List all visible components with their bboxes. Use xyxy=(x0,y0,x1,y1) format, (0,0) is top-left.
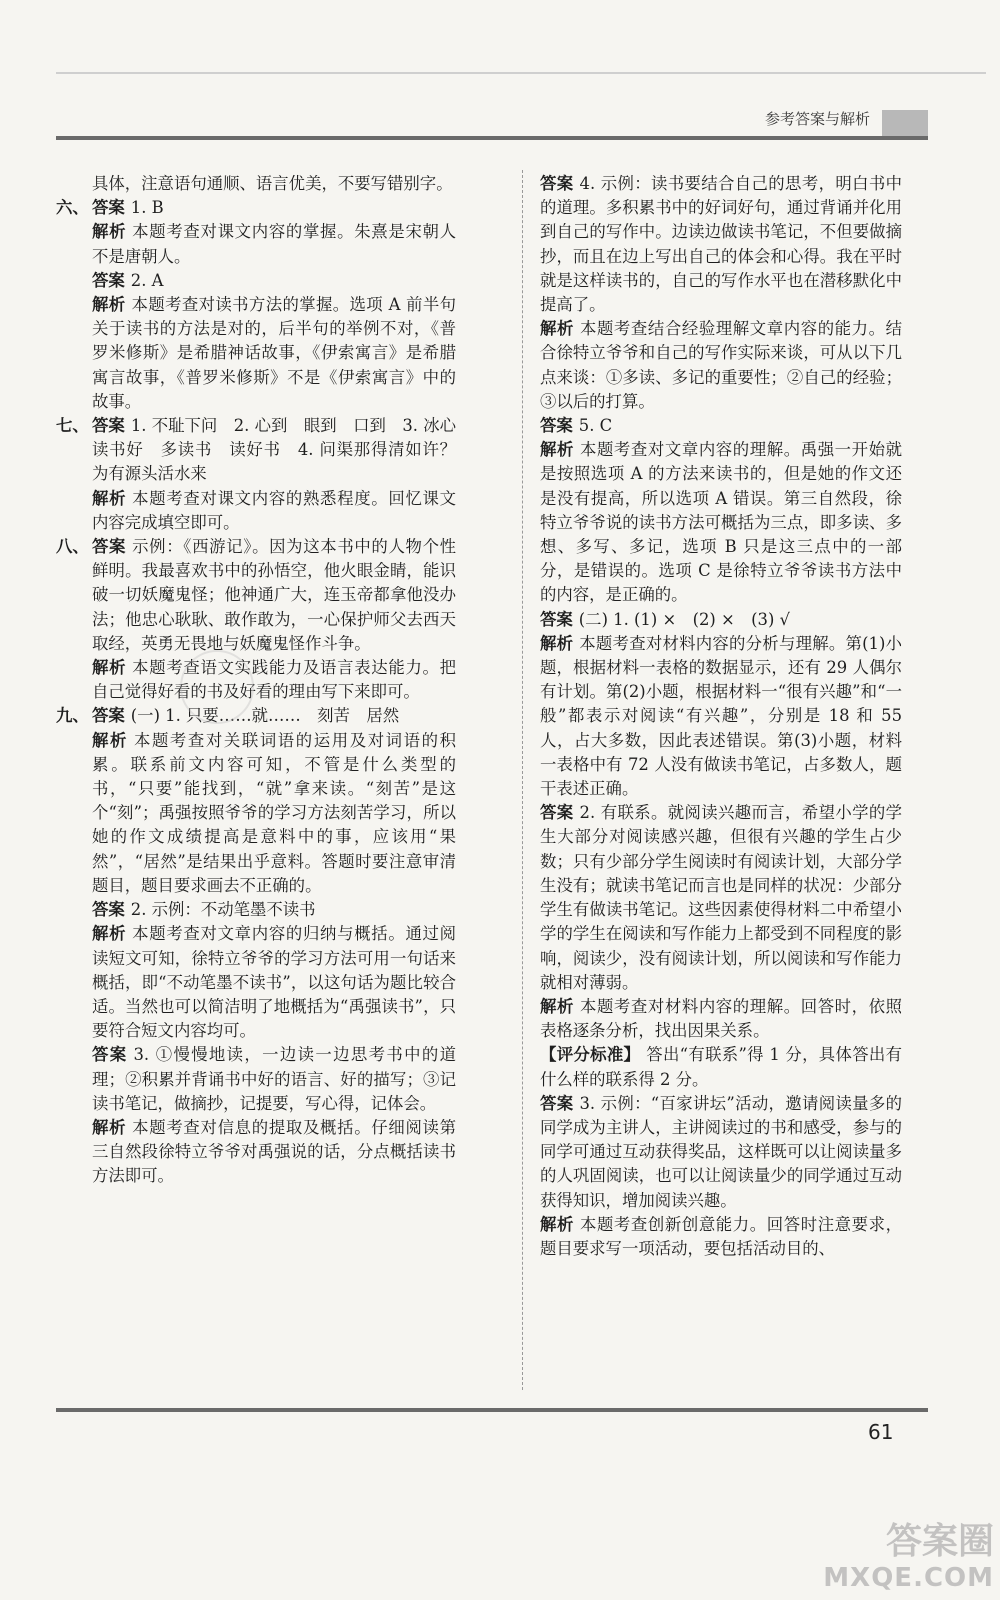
entry-text: 答出“有联系”得 1 分，具体答出有什么样的联系得 2 分。 xyxy=(540,1045,903,1089)
entry-text: 2. 有联系。就阅读兴趣而言，希望小学的学生大部分对阅读感兴趣，但很有兴趣的学生占少数；只有少部分学生阅读时有阅读计划，大部分学生没有；就读书笔记而言也是同样的状况：少部分学生有做读书笔记。这些因素使得材料二中希望小学的学生在阅读和写作能力上都受到不同程度的影响，阅读少，没有阅读计划，所以阅读和写作能力就相对薄弱。 xyxy=(540,803,902,992)
answer-row xyxy=(56,1043,456,1116)
entry-tag: 答案 xyxy=(92,537,127,557)
answer-row xyxy=(56,487,456,535)
answer-row xyxy=(56,220,456,268)
entry-tag: 解析 xyxy=(540,996,574,1016)
section-number xyxy=(56,922,92,1043)
entry-tag: 答案 xyxy=(92,900,125,920)
entry-text: 本题考查对材料内容的分析与理解。第(1)小题，根据材料一表格的数据显示，还有 29 人偶尔有计划。第(2)小题，根据材料一“很有兴趣”和“一般”都表示对阅读“有兴趣”，分别是 18 和 55 人，占大多数，因此表述错误。第(3)小题，材料一表格中有 72 人没有做读书笔记，占多数人，题干表述正确。 xyxy=(540,633,903,799)
entry-tag: 答案 xyxy=(92,270,125,290)
answer-entry xyxy=(92,414,473,487)
top-rule xyxy=(56,72,986,74)
answer-entry xyxy=(92,220,456,268)
left-column xyxy=(56,172,473,1189)
entry-tag: 答案 xyxy=(540,174,574,193)
answer-row xyxy=(56,293,456,414)
answer-entry xyxy=(92,1116,456,1189)
page-number: 61 xyxy=(868,1420,894,1444)
section-number: 七、 xyxy=(56,416,89,436)
entry-tag: 解析 xyxy=(540,440,574,460)
answer-row xyxy=(56,704,456,728)
answer-entry xyxy=(92,293,456,414)
entry-tag: 解析 xyxy=(92,295,126,315)
header-title: 参考答案与解析 xyxy=(764,110,870,128)
entry-tag: 答案 xyxy=(92,198,125,218)
entry-tag: 解析 xyxy=(92,924,127,944)
entry-text: 本题考查对关联词语的运用及对词语的积累。联系前文内容可知，不管是什么类型的书，“只要”能找到，“就”拿来读。“刻苦”是这个“刻”；禹强按照爷爷的学习方法刻苦学习，所以她的作文成绩提高是意料中的事，应该用“果然”，“居然”是结果出乎意料。答题时要注意审清题目，题目要求画去不正确的。 xyxy=(92,730,457,895)
left-sections xyxy=(56,196,473,1188)
answer-row xyxy=(56,898,456,922)
entry-text: 3. ①慢慢地读，一边读一边思考书中的道理；②积累并背诵书中好的语言、好的描写；③记读书笔记，做摘抄，记提要，写心得，记体会。 xyxy=(92,1045,456,1113)
answer-row xyxy=(56,729,456,898)
entry-tag: 【评分标准】 xyxy=(540,1045,641,1065)
answer-entry xyxy=(540,172,902,317)
entry-tag: 答案 xyxy=(92,1045,128,1065)
watermark-main: 答案圈 xyxy=(885,1521,994,1562)
entry-text: 本题考查对信息的提取及概括。仔细阅读第三自然段徐特立爷爷对禹强说的话，分点概括读书方法即可。 xyxy=(92,1117,457,1186)
answer-row xyxy=(56,1116,456,1189)
answer-entry xyxy=(92,729,456,898)
intro-text: 具体，注意语句通顺、语言优美，不要写错别字。 xyxy=(92,174,453,193)
answer-entry xyxy=(540,414,902,438)
entry-tag: 答案 xyxy=(540,1093,574,1113)
section-number xyxy=(56,729,92,898)
section-number: 八、 xyxy=(56,537,89,557)
section-number xyxy=(56,487,92,535)
section-number xyxy=(56,220,92,268)
section-number: 九、 xyxy=(56,706,89,726)
entry-text: 本题考查创新创意能力。回答时注意要求，题目要求写一项活动，要包括活动目的、 xyxy=(540,1214,903,1258)
entry-tag: 答案 xyxy=(540,416,573,436)
column-divider xyxy=(522,170,523,1390)
answer-entry xyxy=(540,1043,902,1091)
entry-text: (二) 1. (1) × (2) × (3) √ xyxy=(578,609,790,629)
watermark-logo xyxy=(823,1521,994,1596)
right-entries xyxy=(540,172,902,1261)
entry-text: 5. C xyxy=(578,416,613,436)
answer-entry xyxy=(92,487,456,535)
section-number xyxy=(56,898,92,922)
entry-text: 1. 不耻下问 2. 心到 眼到 口到 3. 冰心 读书好 多读书 读好书 4. 问渠那得清如许？为有源头活水来 xyxy=(92,416,473,484)
faint-stamp-mark xyxy=(180,650,254,724)
answer-entry xyxy=(540,801,902,995)
answer-entry xyxy=(540,317,902,414)
footer-rule xyxy=(56,1408,928,1412)
answer-entry xyxy=(92,704,456,728)
answer-row xyxy=(56,656,456,704)
entry-tag: 答案 xyxy=(92,706,125,726)
entry-text: (一) 1. 只要……就…… 刻苦 居然 xyxy=(130,706,400,726)
entry-text: 2. A xyxy=(130,270,164,290)
answer-entry xyxy=(540,995,902,1043)
answer-entry xyxy=(92,535,456,656)
section-number xyxy=(56,656,92,704)
answer-entry xyxy=(540,632,902,801)
answer-row xyxy=(56,269,456,293)
answer-row xyxy=(56,196,456,220)
entry-text: 本题考查对材料内容的理解。回答时，依照表格逐条分析，找出因果关系。 xyxy=(540,996,903,1041)
section-number xyxy=(56,269,92,293)
answer-entry xyxy=(540,1213,902,1261)
entry-text: 2. 示例：不动笔墨不读书 xyxy=(130,900,316,920)
entry-text: 本题考查语文实践能力及语言表达能力。把自己觉得好看的书及好看的理由写下来即可。 xyxy=(92,658,457,702)
answer-entry xyxy=(92,656,456,704)
entry-text: 本题考查对课文内容的掌握。朱熹是宋朝人不是唐朝人。 xyxy=(92,222,457,266)
entry-tag: 答案 xyxy=(540,609,573,629)
section-number xyxy=(56,1116,92,1189)
section-number xyxy=(56,293,92,414)
entry-tag: 解析 xyxy=(92,488,127,508)
answer-entry xyxy=(92,269,456,293)
entry-tag: 解析 xyxy=(92,730,128,750)
answer-row xyxy=(56,535,456,656)
entry-text: 本题考查结合经验理解文章内容的能力。结合徐特立爷爷和自己的写作实际来谈，可从以下几点来谈：①多读、多记的重要性；②自己的经验；③以后的打算。 xyxy=(540,319,903,411)
entry-text: 本题考查对文章内容的归纳与概括。通过阅读短文可知，徐特立爷爷的学习方法可用一句话来概括，即“不动笔墨不读书”，以这句话为题比较合适。当然也可以简洁明了地概括为“禹强读书”，只要符合短文内容均可。 xyxy=(92,924,457,1041)
answer-entry xyxy=(540,608,902,632)
entry-tag: 解析 xyxy=(92,1117,127,1137)
entry-tag: 答案 xyxy=(92,416,125,436)
answer-entry xyxy=(92,1043,456,1116)
watermark-sub: MXQE.COM xyxy=(823,1563,994,1593)
section-number: 六、 xyxy=(56,198,89,218)
answer-entry xyxy=(92,898,456,922)
entry-text: 本题考查对课文内容的熟悉程度。回忆课文内容完成填空即可。 xyxy=(92,488,457,532)
entry-tag: 解析 xyxy=(540,1214,574,1234)
answer-entry xyxy=(540,1092,902,1213)
entry-tag: 解析 xyxy=(540,319,574,339)
answer-entry xyxy=(92,922,456,1043)
right-column xyxy=(540,172,902,1261)
entry-tag: 答案 xyxy=(540,803,574,823)
entry-tag: 解析 xyxy=(540,633,574,653)
entry-tag: 解析 xyxy=(92,222,127,242)
answer-row xyxy=(56,922,456,1043)
header-rule xyxy=(56,136,928,140)
entry-text: 4. 示例：读书要结合自己的思考，明白书中的道理。多积累书中的好词好句，通过背诵并化用到自己的写作中。边读边做读书笔记，不但要做摘抄，而且在边上写出自己的体会和心得。我在平时就是这样读书的，自己的写作水平也在潜移默化中提高了。 xyxy=(540,174,902,315)
entry-text: 1. B xyxy=(130,198,164,218)
entry-tag: 解析 xyxy=(92,658,127,678)
entry-text: 本题考查对文章内容的理解。禹强一开始就是按照选项 A 的方法来读书的，但是她的作文还是没有提高，所以选项 A 错误。第三自然段，徐特立爷爷说的读书方法可概括为三点，即多读、多想、多写、多记，选项 B 只是这三点中的一部分，是错误的。选项 C 是徐特立爷爷读书方法中的内容，是正确的。 xyxy=(540,440,903,605)
entry-text: 示例：《西游记》。因为这本书中的人物个性鲜明。我最喜欢书中的孙悟空，他火眼金睛，能识破一切妖魔鬼怪；他神通广大，连玉帝都拿他没办法；他忠心耿耿、敢作敢为，一心保护师父去西天取经，英勇无畏地与妖魔鬼怪作斗争。 xyxy=(92,537,457,653)
answer-entry xyxy=(92,196,456,220)
section-number xyxy=(56,1043,92,1116)
entry-text: 3. 示例：“百家讲坛”活动，邀请阅读量多的同学成为主讲人，主讲阅读过的书和感受，参与的同学可通过互动获得奖品，这样既可以让阅读量多的人巩固阅读，也可以让阅读量少的同学通过互动获得知识，增加阅读兴趣。 xyxy=(540,1093,903,1210)
answer-entry xyxy=(540,438,902,607)
answer-row xyxy=(56,414,473,487)
entry-text: 本题考查对读书方法的掌握。选项 A 前半句关于读书的方法是对的，后半句的举例不对，《普罗米修斯》是希腊神话故事，《伊索寓言》是希腊寓言故事，《普罗米修斯》不是《伊索寓言》中的故事。 xyxy=(92,295,457,411)
